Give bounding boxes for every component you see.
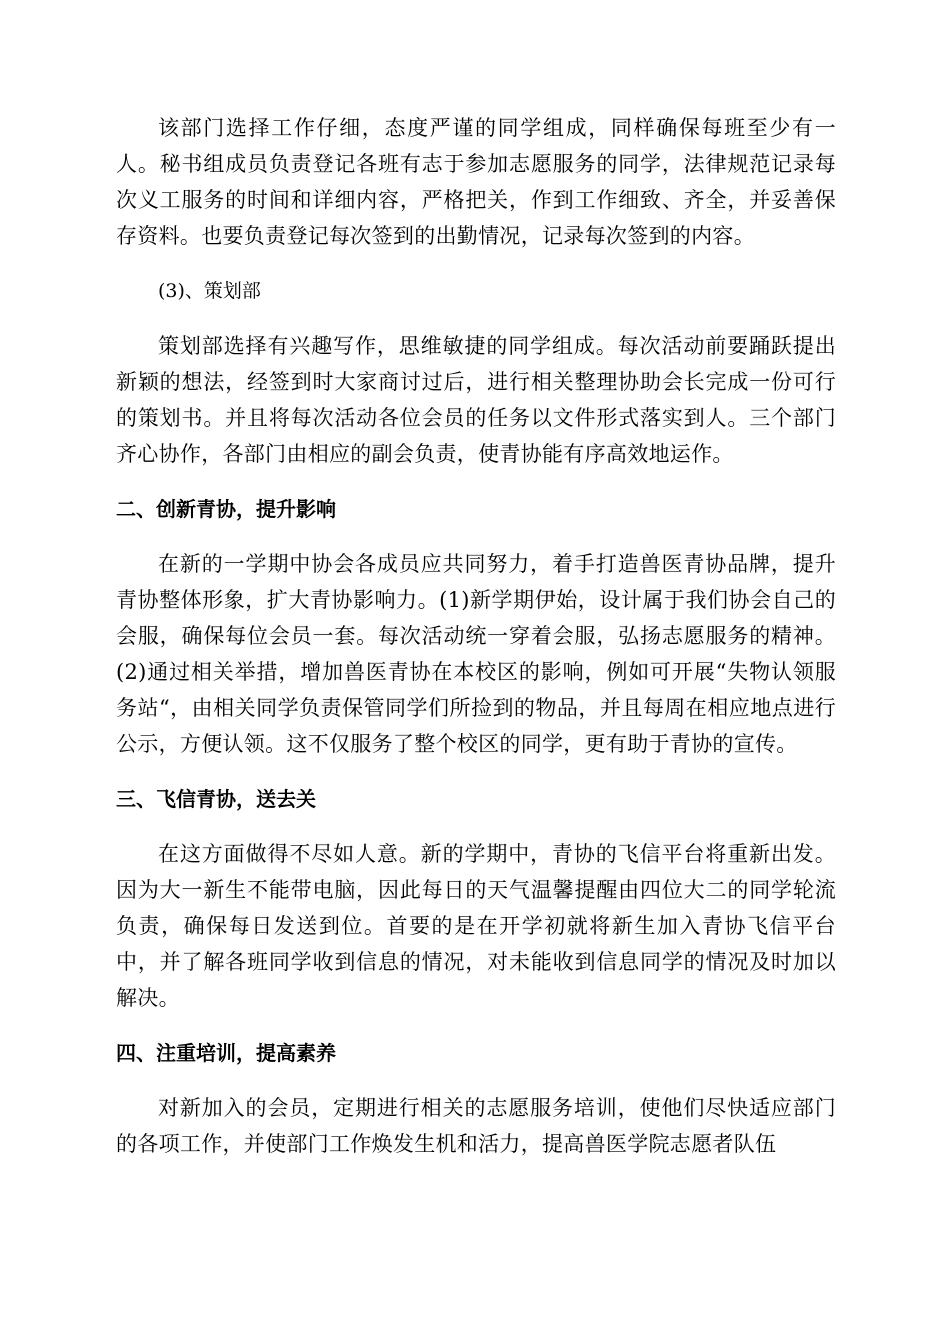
section-heading-4: 四、注重培训，提高素养 bbox=[116, 1041, 336, 1065]
paragraph-section-2: 在新的一学期中协会各成员应共同努力，着手打造兽医青协品牌，提升青协整体形象，扩大青协影响力。(1)新学期伊始，设计属于我们协会自己的会服，确保每位会员一套。每次活动统一穿着会服，弘扬志愿服务的精神。(2)通过相关举措，增加兽医青协在本校区的影响，例如可开展“失物认领服务站“，由相关同学负责保管同学们所捡到的物品，并且每周在相应地点进行公示，方便认领。这不仅服务了整个校区的同学，更有助于青协的宣传。 bbox=[116, 552, 836, 756]
paragraph-section-3: 在这方面做得不尽如人意。新的学期中，青协的飞信平台将重新出发。因为大一新生不能带电脑，因此每日的天气温馨提醒由四位大二的同学轮流负责，确保每日发送到位。首要的是在开学初就将新生加入青协飞信平台中，并了解各班同学收到信息的情况，对未能收到信息同学的情况及时加以解决。 bbox=[116, 842, 836, 1010]
subheading-planning-dept: (3)、策划部 bbox=[158, 280, 261, 302]
section-heading-3: 三、飞信青协，送去关 bbox=[116, 787, 316, 811]
paragraph-secretary: 该部门选择工作仔细，态度严谨的同学组成，同样确保每班至少有一人。秘书组成员负责登记各班有志于参加志愿服务的同学，法律规范记录每次义工服务的时间和详细内容，严格把关，作到工作细致、齐全，并妥善保存资料。也要负责登记每次签到的出勤情况，记录每次签到的内容。 bbox=[116, 116, 836, 248]
document-page bbox=[116, 110, 836, 1181]
paragraph-section-4: 对新加入的会员，定期进行相关的志愿服务培训，使他们尽快适应部门的各项工作，并使部门工作焕发生机和活力，提高兽医学院志愿者队伍 bbox=[116, 1096, 836, 1156]
section-heading-2: 二、创新青协，提升影响 bbox=[116, 497, 336, 521]
paragraph-planning: 策划部选择有兴趣写作，思维敏捷的同学组成。每次活动前要踊跃提出新颖的想法，经签到时大家商讨过后，进行相关整理协助会长完成一份可行的策划书。并且将每次活动各位会员的任务以文件形式落实到人。三个部门齐心协作，各部门由相应的副会负责，使青协能有序高效地运作。 bbox=[116, 334, 836, 466]
